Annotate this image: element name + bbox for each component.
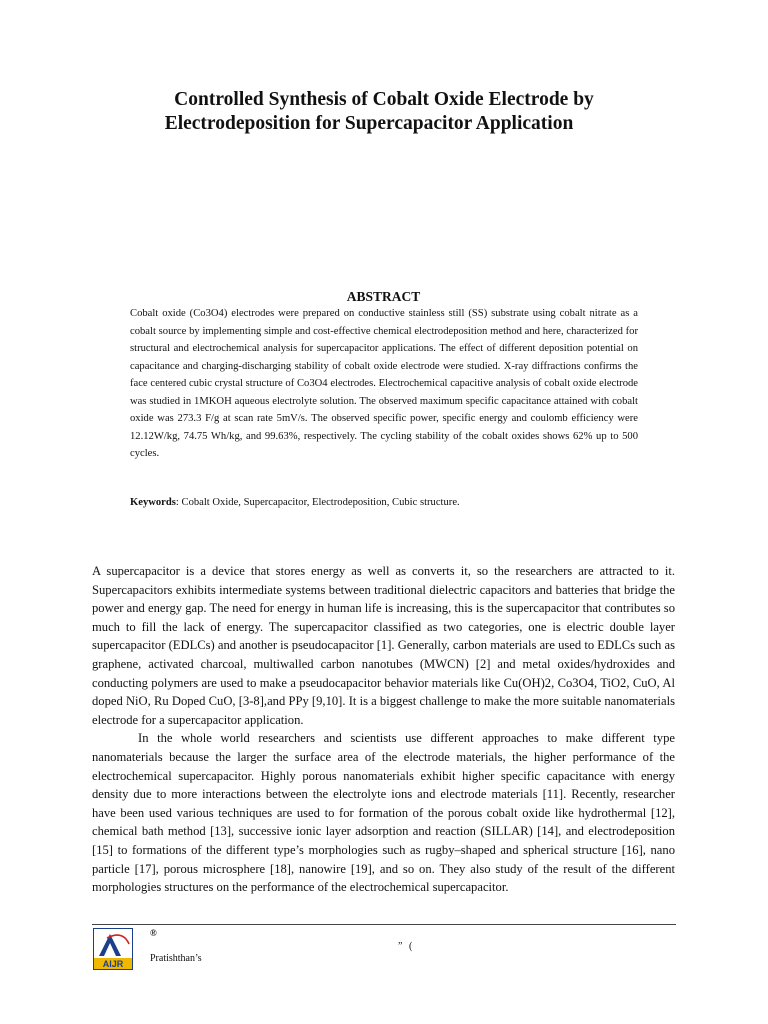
abstract-text: Cobalt oxide (Co3O4) electrodes were prepared on conductive stainless still (SS) substrate using cobalt nitrate as a cobalt source by implementing simple and cost-effective chemical electrodeposition method and here, characterized for structural and electrochemical analysis for supercapacitor applications. The effect of different deposition potential on capacitance and charging-discharging stability of cobalt oxide electrode were studied. X-ray diffractions confirms the face centered cubic crystal structure of Co3O4 electrodes. Electrochemical capacitive analysis of cobalt oxide electrode was studied in 1MKOH aqueous electrolyte solution. The observed maximum specific capacitance attained with cobalt oxide was 273.3 F/g at scan rate 5mV/s. The observed specific power, specific energy and coulomb efficiency were 12.12W/kg, 74.75 Wh/kg, and 99.63%, respectively. The cycling stability of the cobalt oxides shows 62% up to 500 cycles.	[130, 308, 638, 459]
title-line-1: Controlled Synthesis of Cobalt Oxide Electrode by	[174, 89, 594, 110]
body-paragraph-1: A supercapacitor is a device that stores energy as well as converts it, so the researchers are attracted to it. Supercapacitors exhibits intermediate systems between traditional dielectric capacitors and batteries that bridge the power and energy gap. The need for energy in human life is increasing, this is the supercapacitor that contributes so much to fill the lack of energy. The supercapacitor classified as two categories, one is electric double layer supercapacitor (EDLCs) and another is pseudocapacitor [1]. Generally, carbon materials are used to EDLCs such as graphene, activated charcoal, multiwalled carbon nanotubes (MWCN) [2] and metal oxides/hydroxides and conducting polymers are used to make a pseudocapacitor behavior materials like Cu(OH)2, Co3O4, TiO2, CuO, Al doped NiO, Ru Doped CuO, [3-8],and PPy [9,10]. It is a biggest challenge to make the more suitable nanomaterials electrode for a supercapacitor application.	[92, 564, 675, 727]
body-text	[92, 562, 675, 897]
keywords-list: : Cobalt Oxide, Supercapacitor, Electrodeposition, Cubic structure.	[175, 497, 460, 508]
footer-divider	[92, 924, 676, 925]
paper-title	[120, 88, 648, 136]
logo-text: AIJR	[102, 959, 124, 969]
abstract-heading: ABSTRACT	[346, 289, 421, 304]
publisher-name: Pratishthan’s	[150, 953, 202, 964]
keywords	[130, 494, 638, 511]
page-number: ” (	[398, 941, 415, 952]
journal-logo-icon	[93, 928, 133, 970]
body-paragraph-2: In the whole world researchers and scientists use different approaches to make different type nanomaterials because the larger the surface area of the electrode materials, the higher performance of the electrochemical supercapacitor. Highly porous nanomaterials exhibit higher specific capacitance with energy density due to more interactions between the electrolyte ions and electrode materials [11]. Recently, researcher have been used various techniques are used to for formation of the porous cobalt oxide like hydrothermal [12], chemical bath method [13], successive ionic layer adsorption and reaction (SILLAR) [14], and electrodeposition [15] to formations of the different type’s morphologies such as rugby–shaped and spherical structure [16], nano particle [17], porous microsphere [18], nanowire [19], and so on. They also study of the result of the different morphologies structures on the performance of the electrochemical supercapacitor.	[92, 731, 675, 895]
keywords-label: Keywords	[130, 497, 176, 508]
registered-mark: ®	[150, 928, 157, 938]
title-line-2: Electrodeposition for Supercapacitor Application	[164, 113, 574, 134]
